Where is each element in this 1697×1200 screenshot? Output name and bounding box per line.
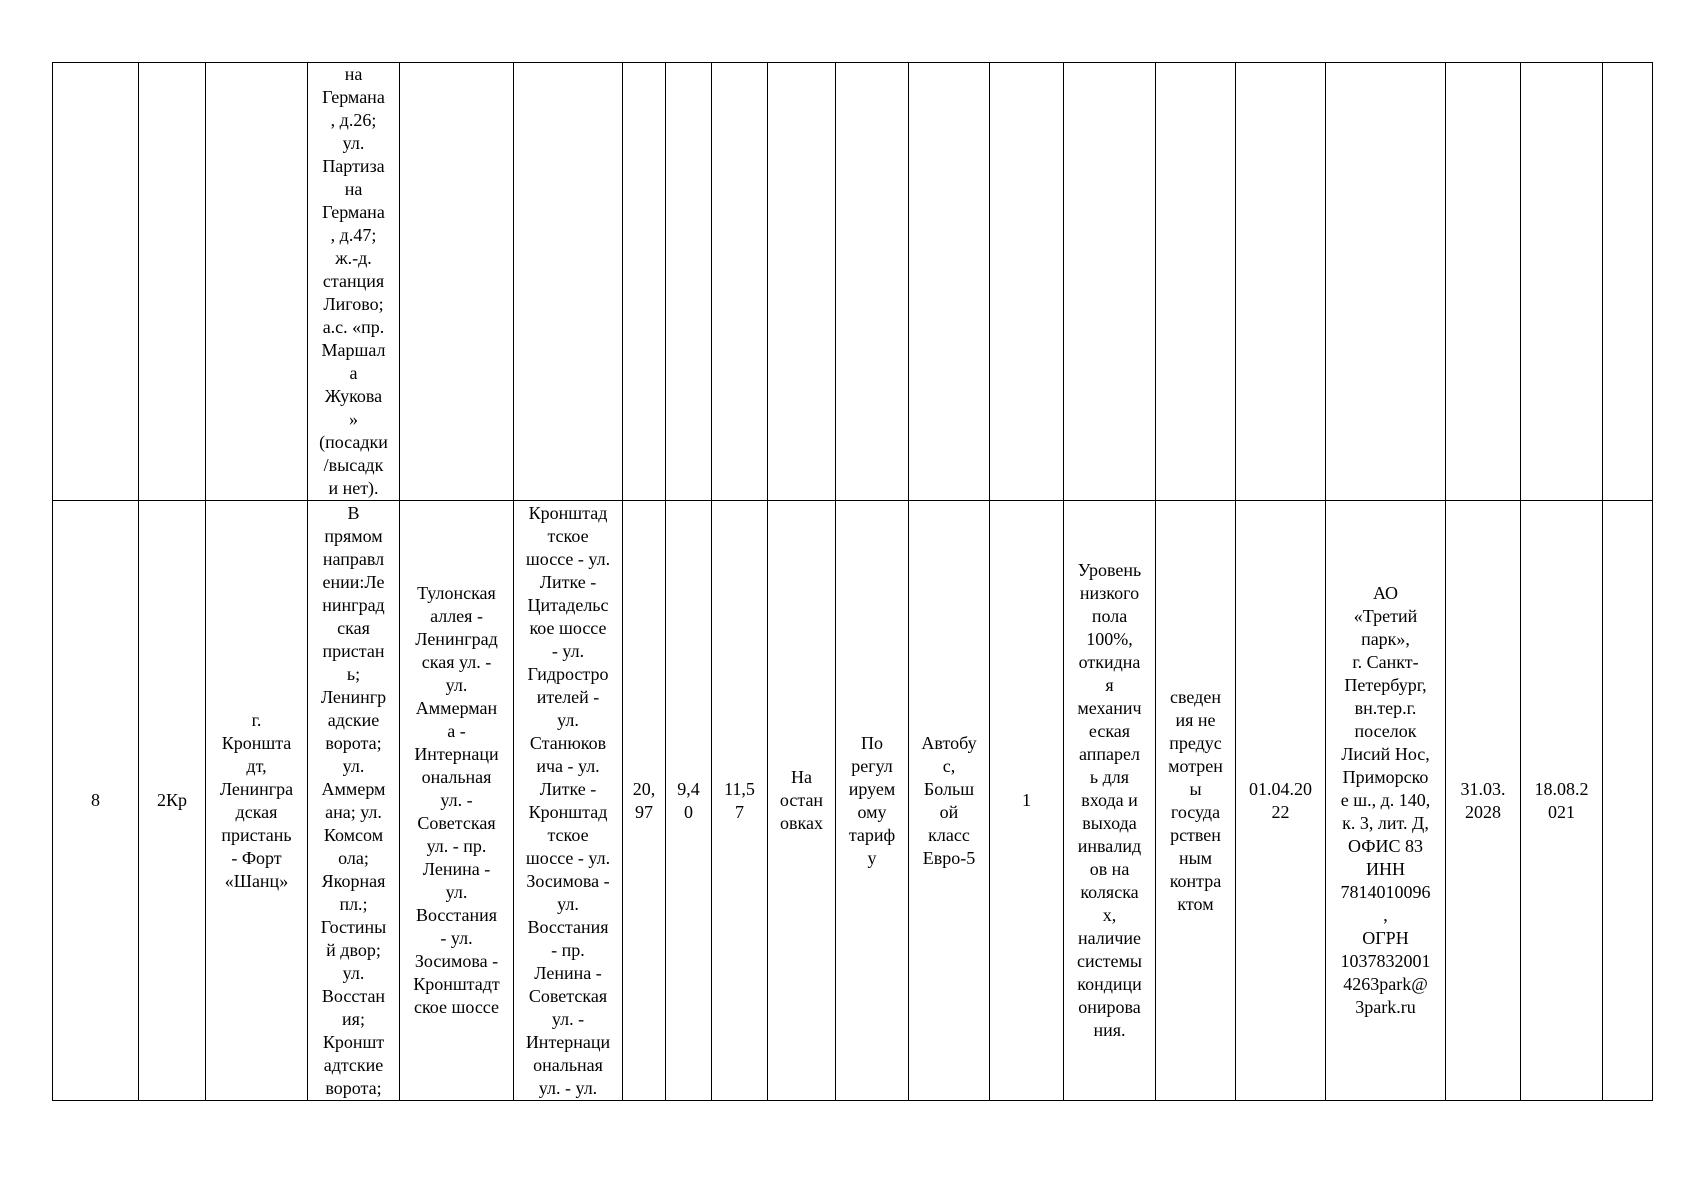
cell-streets-forward xyxy=(400,63,514,501)
cell-length-backward: 11,5 7 xyxy=(712,501,768,1101)
cell-start-date: 01.04.20 22 xyxy=(1236,501,1326,1101)
cell-stop-procedure: На остан овках xyxy=(768,501,836,1101)
cell-carrier xyxy=(1326,63,1446,501)
cell-tariff: По регул ируем ому тариф у xyxy=(836,501,909,1101)
cell-end-date xyxy=(1446,63,1521,501)
cell-length-forward: 9,4 0 xyxy=(666,501,712,1101)
cell-vehicle-count: 1 xyxy=(990,501,1064,1101)
cell-num: 8 xyxy=(53,501,139,1101)
cell-stops: В прямом направл ении:Ле нинград ская пристан ь; Ленингр адские ворота; ул. Аммерм ана; ул. Комсом ола; Якорная пл.; Гостины й двор; ул. Восстан ия; Кроншт адтские ворота; xyxy=(308,501,400,1101)
cell-code xyxy=(139,63,206,501)
cell-streets-backward: Кронштад тское шоссе - ул. Литке - Цитадельс кое шоссе - ул. Гидростро ителей - ул. Станюков ича - ул. Литке - Кронштад тское шоссе - ул. Зосимова - ул. Восстания - пр. Ленина - Советская ул. - Интернаци ональная ул. - ул. xyxy=(514,501,623,1101)
cell-length-total: 20, 97 xyxy=(623,501,666,1101)
route-registry-table xyxy=(52,62,1653,1101)
cell-num xyxy=(53,63,139,501)
cell-stop-procedure xyxy=(768,63,836,501)
cell-end-date: 31.03. 2028 xyxy=(1446,501,1521,1101)
cell-stops: на Германа , д.26; ул. Партиза на Германа , д.47; ж.-д. станция Лигово; а.с. «пр. Маршал а Жукова » (посадки /высадк и нет). xyxy=(308,63,400,501)
cell-streets-backward xyxy=(514,63,623,501)
cell-extra xyxy=(1603,501,1653,1101)
cell-vehicle xyxy=(909,63,990,501)
cell-characteristics xyxy=(1064,63,1156,501)
cell-start-date xyxy=(1236,63,1326,501)
cell-name: г. Кроншта дт, Ленингра дская пристань - Форт «Шанц» xyxy=(206,501,308,1101)
table-row-continuation xyxy=(53,63,1653,501)
cell-issue-date: 18.08.2 021 xyxy=(1521,501,1603,1101)
cell-length-total xyxy=(623,63,666,501)
cell-contract: сведен ия не предус мотрен ы госуда рствен ным контра ктом xyxy=(1156,501,1236,1101)
cell-characteristics: Уровень низкого пола 100%, откидна я механич еская аппарел ь для входа и выхода инвалид ов на коляска х, наличие системы кондици онирова ния. xyxy=(1064,501,1156,1101)
cell-name xyxy=(206,63,308,501)
cell-length-forward xyxy=(666,63,712,501)
cell-code: 2Кр xyxy=(139,501,206,1101)
cell-tariff xyxy=(836,63,909,501)
cell-length-backward xyxy=(712,63,768,501)
cell-extra xyxy=(1603,63,1653,501)
table-row-route-8 xyxy=(53,501,1653,1101)
cell-vehicle: Автобу с, Больш ой класс Евро-5 xyxy=(909,501,990,1101)
cell-carrier: АО «Третий парк», г. Санкт- Петербург, вн.тер.г. поселок Лисий Нос, Приморско е ш., д. 140, к. 3, лит. Д, ОФИС 83 ИНН 7814010096 , ОГРН 1037832001 4263park@ 3park.ru xyxy=(1326,501,1446,1101)
cell-vehicle-count xyxy=(990,63,1064,501)
cell-issue-date xyxy=(1521,63,1603,501)
cell-contract xyxy=(1156,63,1236,501)
cell-streets-forward: Тулонская аллея - Ленинград ская ул. - ул. Аммерман а - Интернаци ональная ул. - Советская ул. - пр. Ленина - ул. Восстания - ул. Зосимова - Кронштадт ское шоссе xyxy=(400,501,514,1101)
